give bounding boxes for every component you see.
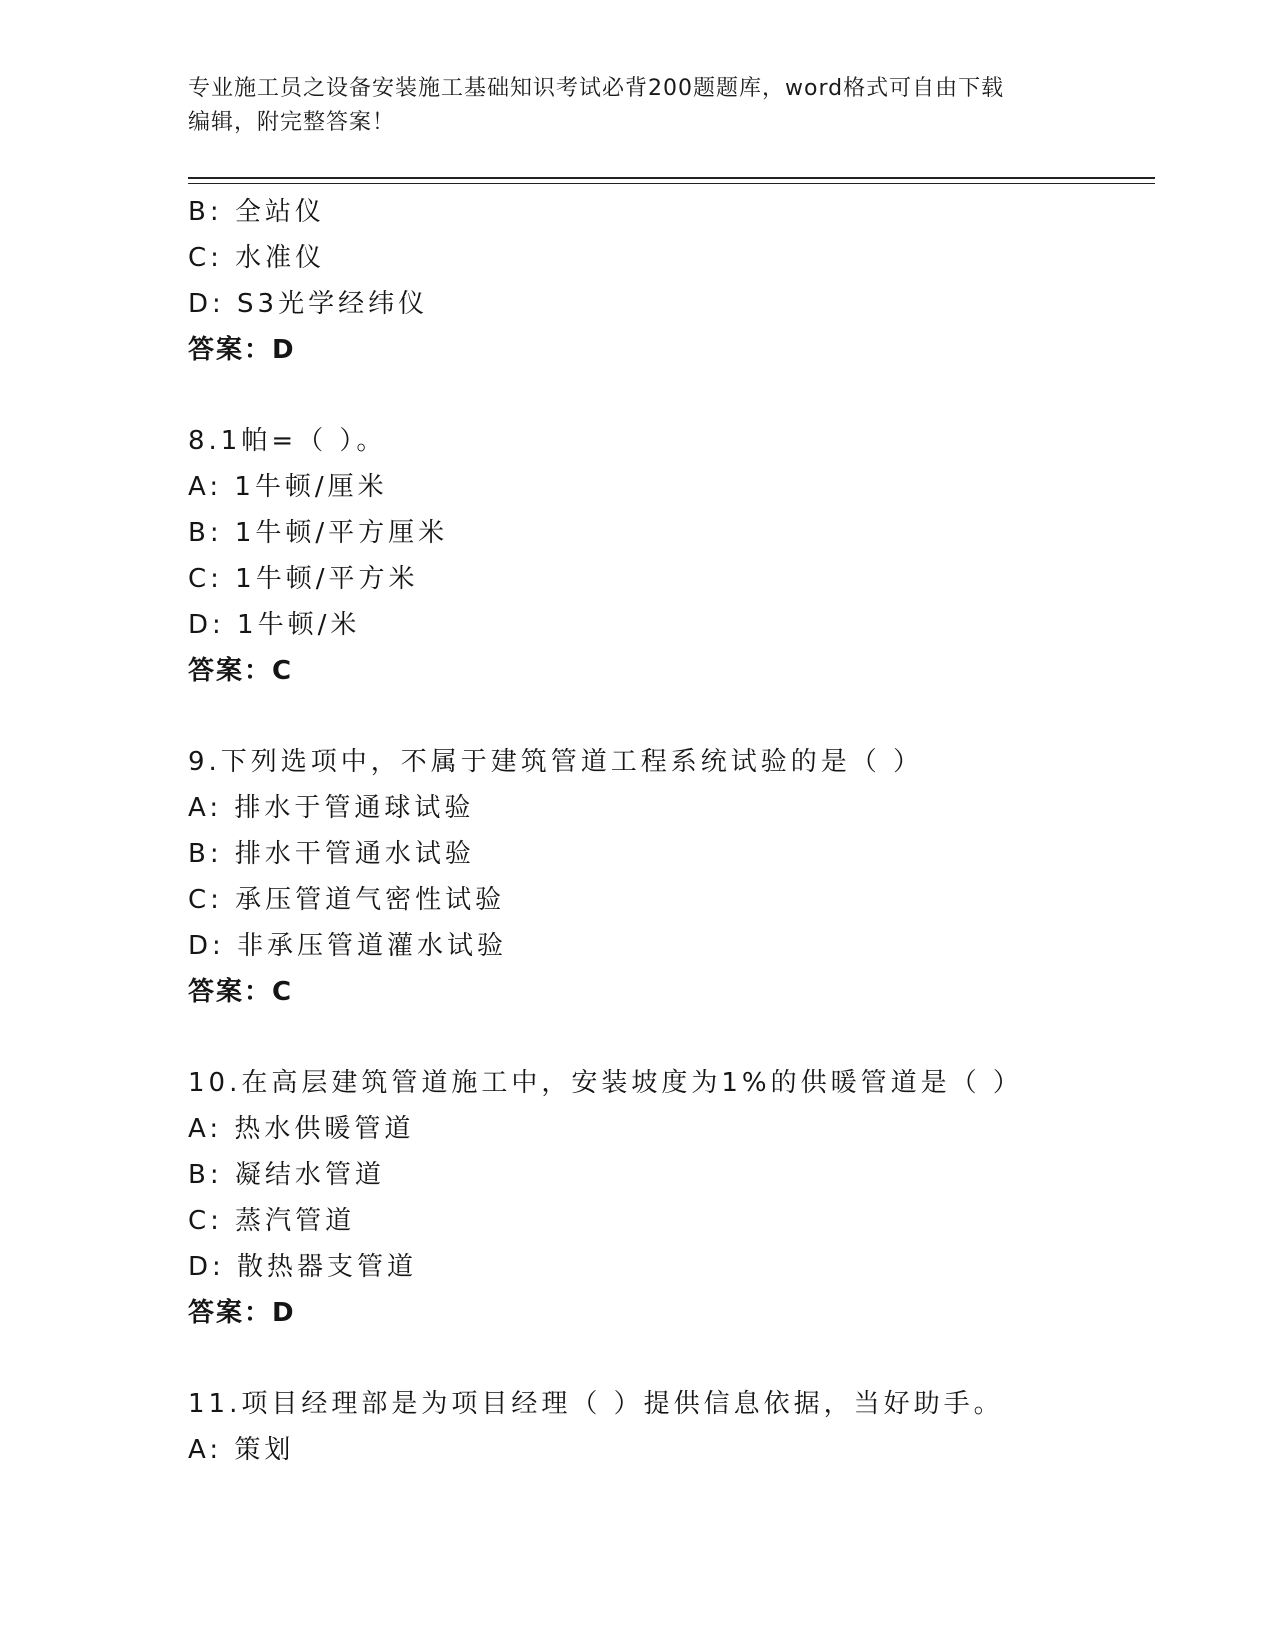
- document-header: [188, 72, 1068, 140]
- option-b: B: 全站仪: [188, 197, 325, 227]
- option-d: D: S3光学经纬仪: [188, 289, 429, 319]
- option-d: D: 散热器支管道: [188, 1252, 418, 1282]
- option-c: C: 1牛顿/平方米: [188, 564, 419, 594]
- question-10: [188, 1060, 1148, 1336]
- option-b: B: 凝结水管道: [188, 1160, 385, 1190]
- header-line-2: 编辑，附完整答案！: [188, 110, 396, 135]
- option-b: B: 1牛顿/平方厘米: [188, 518, 449, 548]
- question-8: [188, 418, 1148, 694]
- option-a: A: 1牛顿/厘米: [188, 472, 388, 502]
- option-d: D: 非承压管道灌水试验: [188, 931, 508, 961]
- question-text: 9.下列选项中，不属于建筑管道工程系统试验的是（ ）: [188, 747, 924, 777]
- option-c: C: 蒸汽管道: [188, 1206, 356, 1236]
- question-text: 8.1帕=（ ）。: [188, 426, 387, 456]
- option-c: C: 承压管道气密性试验: [188, 885, 506, 915]
- question-7: [188, 189, 1148, 373]
- answer: 答案：C: [188, 656, 294, 686]
- option-a: A: 策划: [188, 1435, 295, 1465]
- answer: 答案：C: [188, 977, 294, 1007]
- question-text: 10.在高层建筑管道施工中，安装坡度为1%的供暖管道是（ ）: [188, 1068, 1023, 1098]
- answer: 答案：D: [188, 1298, 296, 1328]
- question-11: [188, 1381, 1148, 1473]
- option-d: D: 1牛顿/米: [188, 610, 361, 640]
- option-c: C: 水准仪: [188, 243, 326, 273]
- option-b: B: 排水干管通水试验: [188, 839, 475, 869]
- question-9: [188, 739, 1148, 1015]
- answer: 答案：D: [188, 335, 296, 365]
- option-a: A: 排水于管通球试验: [188, 793, 475, 823]
- header-rule-thick: [188, 177, 1155, 179]
- question-text: 11.项目经理部是为项目经理（ ）提供信息依据，当好助手。: [188, 1389, 1004, 1419]
- header-line-1: 专业施工员之设备安装施工基础知识考试必背200题题库，word格式可自由下载: [188, 76, 1005, 101]
- question-list: [188, 189, 1148, 1473]
- header-rule-thin: [188, 183, 1155, 184]
- option-a: A: 热水供暖管道: [188, 1114, 415, 1144]
